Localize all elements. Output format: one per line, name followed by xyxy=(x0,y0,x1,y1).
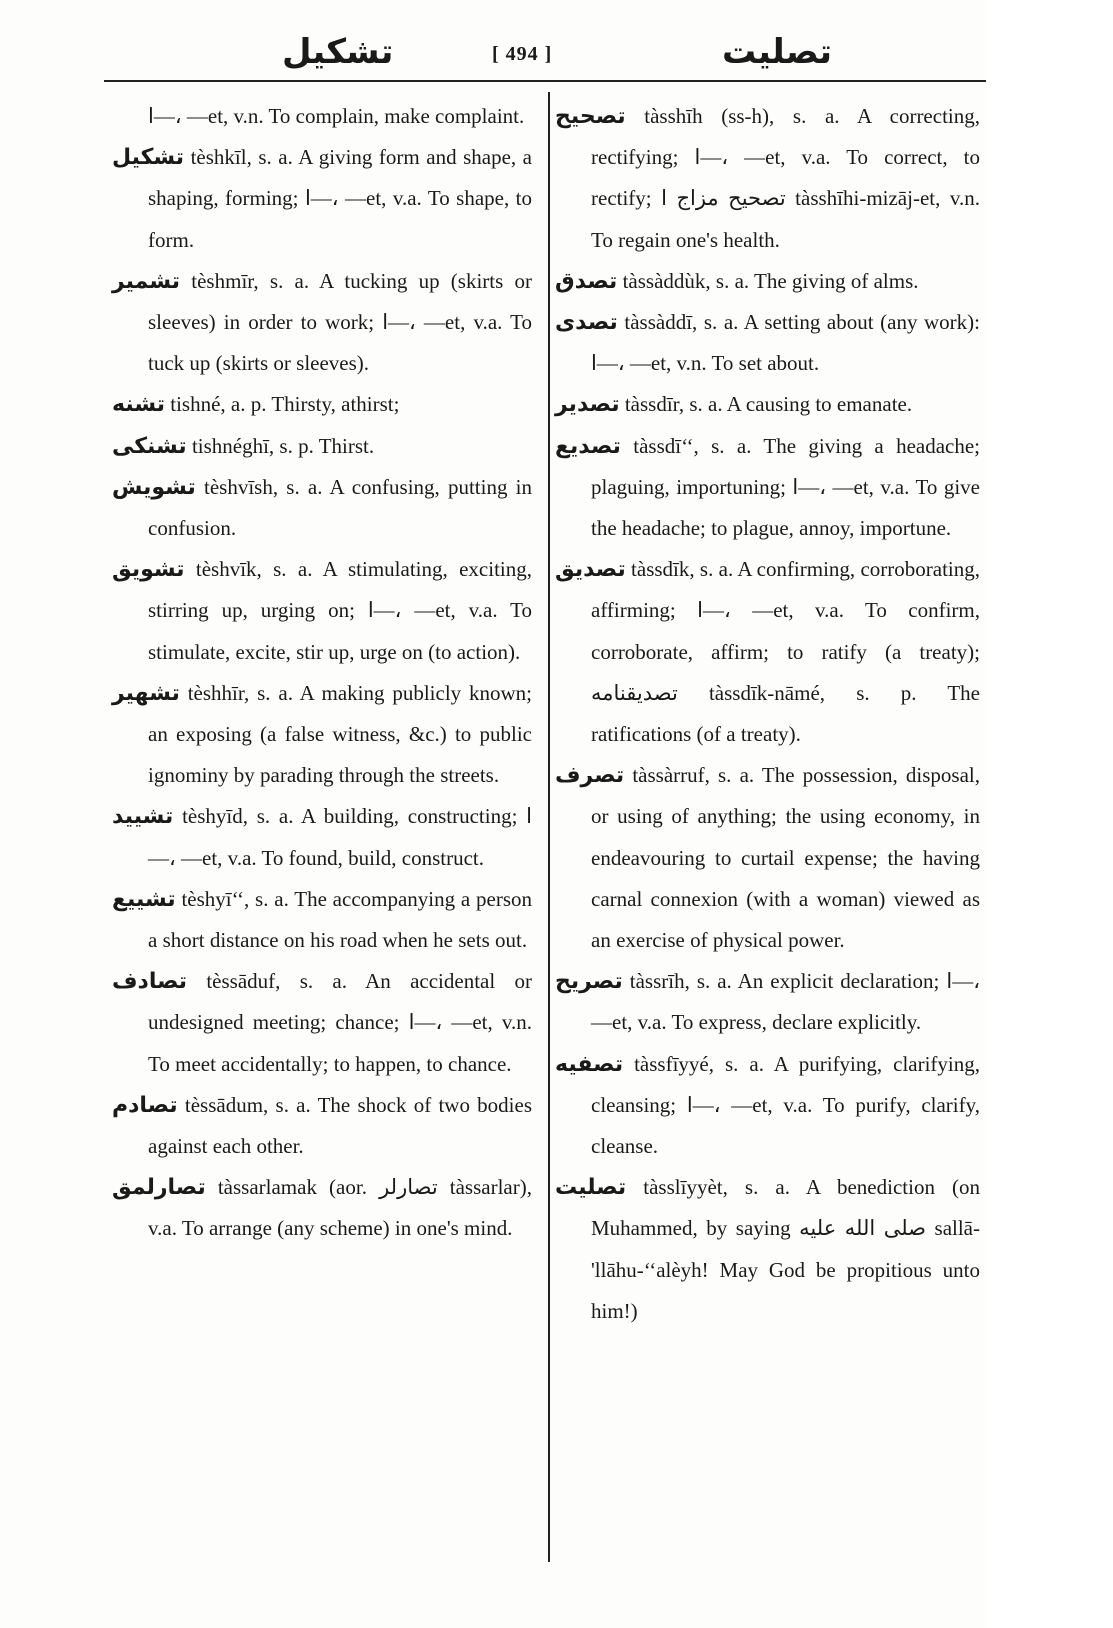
entry-text: tàssàddùk, s. a. The giving of alms. xyxy=(622,268,919,293)
arabic-headword: تشنكى xyxy=(112,433,187,459)
page-margin xyxy=(985,0,1113,1628)
dictionary-entry xyxy=(112,467,532,549)
arabic-headword: تصادف xyxy=(112,969,188,995)
arabic-headword: تشييع xyxy=(112,886,176,912)
entry-text: tàsshīh (ss-h), s. a. A correcting, rectifying; ا—، —et, v.a. To correct, to rectify; تصحيح مزاج ا tàsshīhi-mizāj-et, v.n. To regain one's health. xyxy=(591,104,980,252)
arabic-headword: تصديق xyxy=(555,557,626,583)
entry-text: tàssdīk, s. a. A confirming, corroborating, affirming; ا—، —et, v.a. To confirm, corroborate, affirm; to ratify (a treaty); تصديقنامه tàssdīk-nāmé, s. p. The ratifications (of a treaty). xyxy=(591,557,981,747)
entry-text: tèshkīl, s. a. A giving form and shape, a shaping, forming; ا—، —et, v.a. To shape, to form. xyxy=(148,145,532,252)
entry-text: tèshvīk, s. a. A stimulating, exciting, stirring up, urging on; ا—، —et, v.a. To stimulate, excite, stir up, urge on (to action). xyxy=(148,557,532,664)
left-catchword: تشكيل xyxy=(282,32,394,72)
arabic-headword: تصرف xyxy=(555,763,625,789)
arabic-headword: تصادم xyxy=(112,1092,178,1118)
header-rule xyxy=(104,80,986,82)
entry-text: tàssarlamak (aor. تصارلر tàssarlar), v.a. To arrange (any scheme) in one's mind. xyxy=(148,1175,532,1241)
dictionary-entry xyxy=(555,261,980,302)
arabic-headword: تشييد xyxy=(112,804,174,830)
right-column xyxy=(555,96,980,1332)
arabic-headword: تصفيه xyxy=(555,1051,624,1077)
arabic-headword: تصدق xyxy=(555,268,618,294)
dictionary-entry xyxy=(112,1085,532,1167)
entry-text: tèshyī‘‘, s. a. The accompanying a person a short distance on his road when he sets out. xyxy=(148,886,532,953)
dictionary-entry xyxy=(112,549,532,673)
dictionary-entry xyxy=(555,755,980,961)
entry-text: tèshyīd, s. a. A building, constructing; ا—، —et, v.a. To found, build, construct. xyxy=(148,804,533,870)
dictionary-entry xyxy=(112,673,532,797)
arabic-headword: تشنه xyxy=(112,392,165,418)
arabic-headword: تشهير xyxy=(112,680,180,706)
entry-text: tèssādum, s. a. The shock of two bodies against each other. xyxy=(148,1092,533,1159)
entry-text: tèshvīsh, s. a. A confusing, putting in confusion. xyxy=(148,474,533,541)
entry-text: tàssrīh, s. a. An explicit declaration; ا—، —et, v.a. To express, declare explicitly. xyxy=(591,969,981,1035)
dictionary-entry xyxy=(555,384,980,425)
page-header xyxy=(104,30,986,80)
dictionary-entry xyxy=(112,384,532,425)
dictionary-entry xyxy=(112,137,532,261)
entry-text: tishnéghī, s. p. Thirst. xyxy=(191,433,375,458)
arabic-headword: تشمير xyxy=(112,268,181,294)
entry-text: ا—، —et, v.n. To complain, make complaint. xyxy=(148,104,525,128)
page-number: [ 494 ] xyxy=(492,43,553,65)
dictionary-entry xyxy=(555,549,980,755)
arabic-headword: تصارلمق xyxy=(112,1175,206,1201)
entry-text: tàssàrruf, s. a. The possession, disposal, or using of anything; the using economy, in endeavouring to curtail expense; the having carnal connexion (with a woman) viewed as an exercise of physical power. xyxy=(591,763,980,953)
dictionary-entry xyxy=(555,426,980,550)
left-column xyxy=(112,96,532,1250)
dictionary-entry xyxy=(555,1044,980,1168)
entry-text: tèshmīr, s. a. A tucking up (skirts or sleeves) in order to work; ا—، —et, v.a. To tuck up (skirts or sleeves). xyxy=(148,268,532,376)
entry-text: tàssàddī, s. a. A setting about (any work): ا—، —et, v.n. To set about. xyxy=(591,310,980,376)
arabic-headword: تصحيح xyxy=(555,104,626,129)
dictionary-entry xyxy=(555,961,980,1043)
dictionary-entry xyxy=(112,1167,532,1249)
dictionary-entry xyxy=(555,302,980,384)
dictionary-entry xyxy=(112,261,532,385)
right-catchword: تصليت xyxy=(722,32,833,72)
entry-text: tàsslīyyèt, s. a. A benediction (on Muhammed, by saying صلى الله عليه sallā-'llāhu-‘‘alèyh! May God be propitious unto him!) xyxy=(591,1175,981,1323)
arabic-headword: تشكيل xyxy=(112,145,185,171)
arabic-headword: تشويق xyxy=(112,557,185,583)
dictionary-entry xyxy=(112,796,532,878)
dictionary-entry xyxy=(112,96,532,137)
entry-text: tèshhīr, s. a. A making publicly known; an exposing (a false witness, &c.) to public ignominy by parading through the streets. xyxy=(148,680,532,788)
arabic-headword: تصديع xyxy=(555,433,621,459)
entry-text: tishné, a. p. Thirsty, athirst; xyxy=(170,392,400,417)
dictionary-entry xyxy=(112,879,532,961)
entry-text: tàssfīyyé, s. a. A purifying, clarifying, cleansing; ا—، —et, v.a. To purify, clarify, cleanse. xyxy=(591,1051,981,1159)
arabic-headword: تصدى xyxy=(555,310,618,336)
dictionary-entry xyxy=(555,1167,980,1332)
dictionary-entry xyxy=(112,961,532,1085)
entry-text: tèssāduf, s. a. An accidental or undesigned meeting; chance; ا—، —et, v.n. To meet accidentally; to happen, to chance. xyxy=(148,969,532,1076)
entry-text: tàssdī‘‘, s. a. The giving a headache; plaguing, importuning; ا—، —et, v.a. To give the headache; to plague, annoy, importune. xyxy=(591,433,981,541)
dictionary-entry xyxy=(112,426,532,467)
arabic-headword: تصريح xyxy=(555,969,623,995)
arabic-headword: تصدير xyxy=(555,392,620,418)
arabic-headword: تصليت xyxy=(555,1175,627,1201)
entry-text: tàssdīr, s. a. A causing to emanate. xyxy=(624,392,913,417)
dictionary-entry xyxy=(555,96,980,261)
arabic-headword: تشويش xyxy=(112,474,196,500)
column-divider xyxy=(548,92,550,1562)
